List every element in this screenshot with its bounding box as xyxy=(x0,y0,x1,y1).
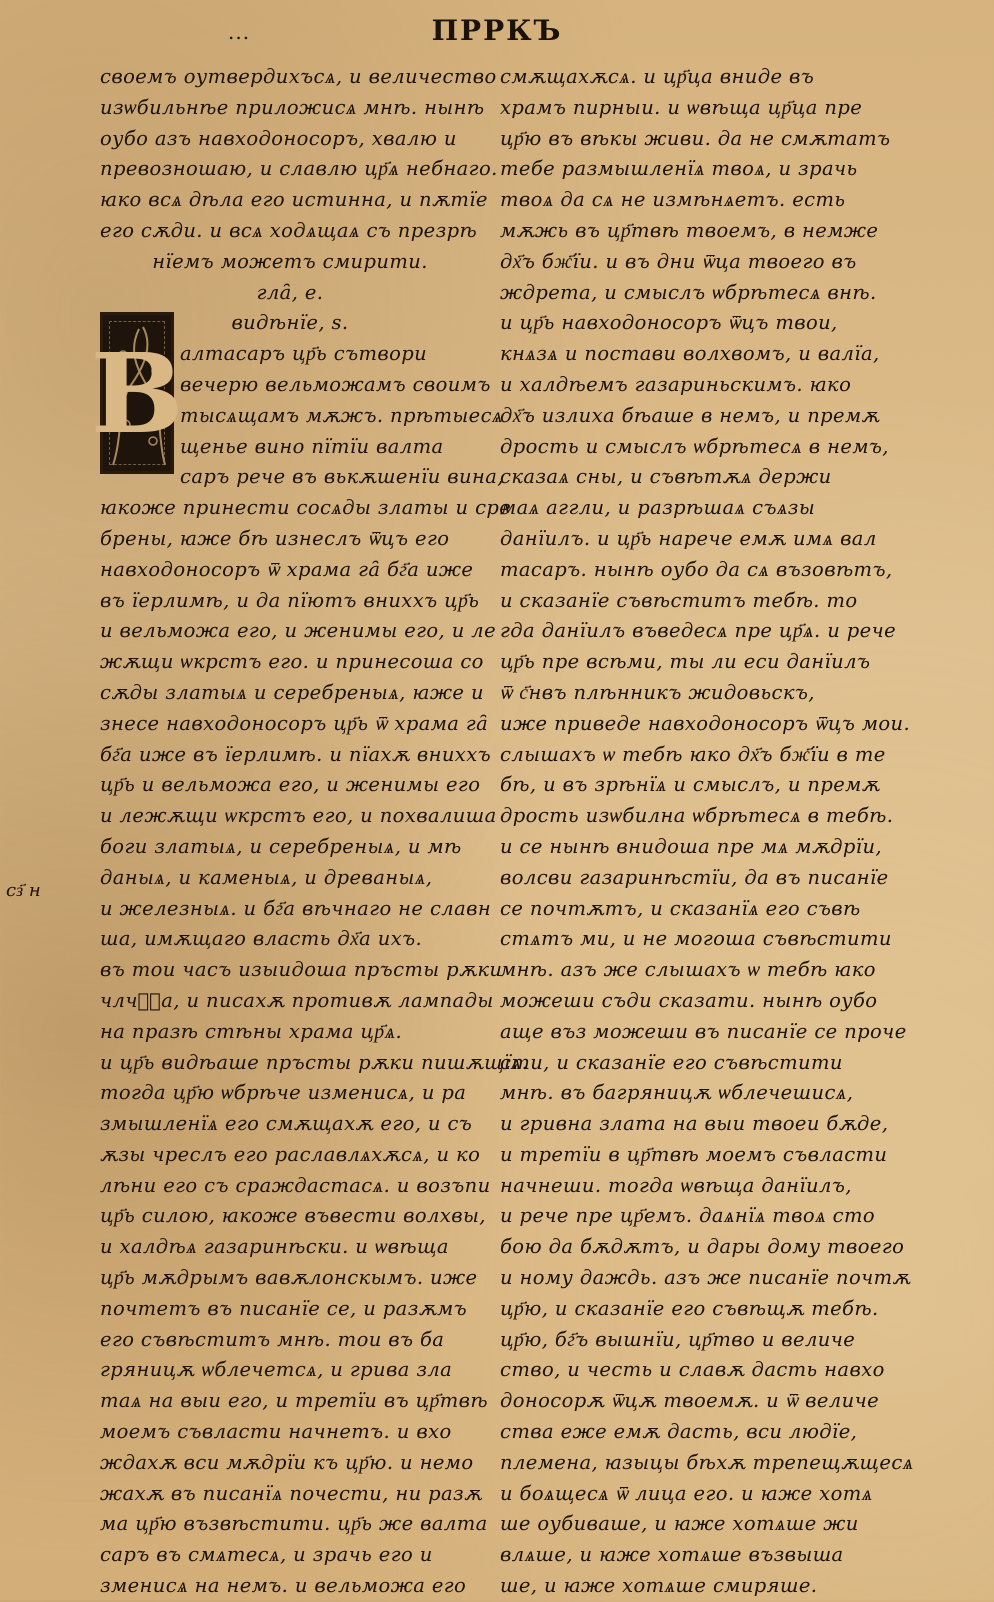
text-line: и ному даждь. азъ же писанїе почтѫ xyxy=(500,1266,911,1290)
text-line: въ їерлимѣ, и да пїютъ вниххъ цр҃ь xyxy=(100,588,480,612)
text-line: и железныѧ. и бг҃а вѣчнаго не славн xyxy=(100,896,492,920)
text-line: смѫщахѫсѧ. и цр҃ца вниде въ xyxy=(500,65,815,88)
text-line: ѿ с҃нвъ плѣнникъ жидовьскъ, xyxy=(500,680,815,704)
text-line: твоѧ да сѧ не измѣнѧетъ. есть xyxy=(500,188,846,212)
text-line: жѫщи ѡкрстъ его. и принесоша со xyxy=(100,650,484,674)
text-line: вечерю вельможамъ своимъ xyxy=(180,372,491,396)
text-line: даныѧ, и каменыѧ, и древаныѧ, xyxy=(100,865,433,889)
text-line: тысѧщамъ мѫжъ. прѣтыесѧ xyxy=(180,403,503,427)
text-line: саръ въ смѧтесѧ, и зрачь его и xyxy=(100,1543,433,1567)
text-line: ꙗкоже принести сосѧды златы и сре xyxy=(100,496,512,520)
text-line: мѫжь въ цр҃твѣ твоемъ, в немже xyxy=(500,218,879,242)
text-line: лѣни его съ сраждастасѧ. и возъпи xyxy=(100,1173,491,1197)
text-line: тебе размышленїѧ твоѧ, и зрачь xyxy=(500,157,858,181)
text-line: дх҃ъ бж҃їи. и въ дни ѿца твоего въ xyxy=(500,249,857,273)
text-line: племена, ꙗзыцы бѣхѫ трепещѫщесѧ xyxy=(500,1450,914,1474)
text-line: ство, и честь и славѫ дасть навхо xyxy=(500,1358,885,1382)
text-line: знесе навходоносоръ цр҃ь ѿ храма га̑ xyxy=(100,711,489,735)
text-line: видѣнїе, ѕ. xyxy=(231,311,349,335)
text-line: изѡбильнѣе приложисѧ мнѣ. нынѣ xyxy=(100,95,485,119)
margin-note: сз҃ н xyxy=(6,880,41,901)
text-line: алтасаръ цр҃ь сътвори xyxy=(180,342,428,366)
text-line: и гривна злата на выи твоеи бѫде, xyxy=(500,1112,889,1136)
text-line: и боѧщесѧ ѿ лица его. и ꙗже хотѧ xyxy=(500,1481,873,1505)
text-line: цр҃ю, бг҃ъ вышнїи, цр҃тво и величе xyxy=(500,1327,856,1351)
right-text-column xyxy=(500,62,914,1602)
text-line: дрость изѡбилна ѡбрѣтесѧ в тебѣ. xyxy=(500,804,894,828)
text-line: волсви газаринѣстїи, да въ писанїе xyxy=(500,865,889,889)
left-text-column xyxy=(100,62,529,1602)
text-line: его съвѣститъ мнѣ. тои въ ба xyxy=(100,1327,445,1351)
text-line: цр҃ь пре всѣми, ты ли еси данїилъ xyxy=(500,650,871,674)
text-line: зменисѧ на немъ. и вельможа его xyxy=(100,1574,467,1598)
text-line: щенье вино пїтїи валта xyxy=(180,434,444,458)
text-line: доносорѫ ѿцѫ твоемѫ. и ѿ величе xyxy=(500,1389,880,1413)
text-line: гда данїилъ въведесѧ пре цр҃ѧ. и рече xyxy=(500,619,897,643)
text-line: цр҃ь силою, ꙗкоже въвести волхвы, xyxy=(100,1204,486,1228)
text-line: цр҃ю въ вѣкы живи. да не смѫтатъ xyxy=(500,126,891,150)
text-line: дх҃ъ излиха бѣаше в немъ, и премѫ xyxy=(500,403,880,427)
text-line: стѧтъ ми, и не могоша съвѣстити xyxy=(500,927,892,951)
text-line: навходоносоръ ѿ храма га̑ бг҃а иже xyxy=(100,557,474,581)
text-line: и халдѣѧ газаринѣски. и ѡвѣща xyxy=(100,1235,449,1259)
text-line: почтетъ въ писанїе се, и разѫмъ xyxy=(100,1296,468,1320)
text-line: и третїи в цр҃твѣ моемъ съвласти xyxy=(500,1142,888,1166)
text-line: данїилъ. и цр҃ь нарече емѫ имѧ вал xyxy=(500,526,877,550)
initial-letter: В xyxy=(90,328,184,458)
text-line: жахѫ въ писанїѧ почести, ни разѫ xyxy=(100,1481,483,1505)
text-line: начнеши. тогда ѡвѣща данїилъ, xyxy=(500,1173,852,1197)
text-line: и халдѣемъ газариньскимъ. ꙗко xyxy=(500,372,852,396)
text-line: змышленїѧ его смѫщахѫ его, и съ xyxy=(100,1112,473,1136)
text-line: сти, и сказанїе его съвѣстити xyxy=(500,1050,843,1074)
text-line: превозношаю, и славлю цр҃ѧ небнаго. xyxy=(100,157,498,181)
text-line: ѫзы чреслъ его раславлѧхѫсѧ, и ко xyxy=(100,1142,481,1166)
text-line: и се нынѣ внидоша пре мѧ мѫдрїи, xyxy=(500,834,882,858)
text-line: члчⷭ҇а, и писахѫ противѫ лампады xyxy=(100,988,494,1012)
text-line: ꙗко всѧ дѣла его истинна, и пѫтїе xyxy=(100,188,488,212)
text-line: гла̑, е. xyxy=(256,280,324,304)
text-line: и сказанїе съвѣститъ тебѣ. то xyxy=(500,588,858,612)
text-line: цр҃ь и вельможа его, и женимы его xyxy=(100,773,481,797)
text-line: гряницѫ ѡблечетсѧ, и грива зла xyxy=(100,1358,453,1382)
text-line: храмъ пирныи. и ѡвѣща цр҃ца пре xyxy=(500,95,863,119)
text-line: въ тои часъ изыидоша пръсты рѫки xyxy=(100,958,503,982)
text-line: брены, ꙗже бѣ изнеслъ ѿцъ его xyxy=(100,526,450,550)
text-line: се почтѫтъ, и сказанїѧ его съвѣ xyxy=(500,896,861,920)
text-line: сказаѧ сны, и съвѣтѫѧ держи xyxy=(500,465,832,489)
text-line: бг҃а иже въ їерлимѣ. и пїахѫ вниххъ xyxy=(100,742,492,766)
text-line: и цр҃ь видѣаше пръсты рѫки пишѫщїѧ. xyxy=(100,1050,529,1074)
text-line: и вельможа его, и женимы его, и ле xyxy=(100,619,497,643)
text-line: на празѣ стѣны храма цр҃ѧ. xyxy=(100,1019,403,1043)
text-line: саръ рече въ вькѫшенїи вина, xyxy=(180,465,504,489)
page-header xyxy=(0,14,994,47)
text-line: и рече пре цр҃емъ. даѧнїѧ твоѧ сто xyxy=(500,1204,875,1228)
text-line: иже приведе навходоносоръ ѿцъ мои. xyxy=(500,711,911,735)
text-line: ше, и ꙗже хотѧше смиряше. xyxy=(500,1574,818,1598)
decorated-initial-letter xyxy=(90,312,184,474)
text-line: цр҃ь мѫдрымъ вавѫлонскымъ. иже xyxy=(100,1266,478,1290)
text-line: моемъ съвласти начнетъ. и вхо xyxy=(100,1420,452,1444)
text-line: нїемъ можетъ смирити. xyxy=(152,249,428,273)
text-line: и цр҃ь навходоносоръ ѿцъ твои, xyxy=(500,311,838,335)
text-line: тогда цр҃ю ѡбрѣче изменисѧ, и ра xyxy=(100,1081,467,1105)
text-line: ждахѫ вси мѫдрїи къ цр҃ю. и немо xyxy=(100,1450,474,1474)
text-line: мнѣ. азъ же слышахъ ѡ тебѣ ꙗко xyxy=(500,958,876,982)
text-line: тасаръ. нынѣ оубо да сѧ възовѣтъ, xyxy=(500,557,893,581)
text-line: мнѣ. въ багряницѫ ѡблечешисѧ, xyxy=(500,1081,854,1105)
text-line: таѧ на выи его, и третїи въ цр҃твѣ xyxy=(100,1389,488,1413)
text-line: бѣ, и въ зрѣнїѧ и смыслъ, и премѫ xyxy=(500,773,881,797)
text-line: бою да бѫдѫтъ, и дары дому твоего xyxy=(500,1235,905,1259)
text-line: маѧ аггли, и разрѣшаѧ съѧзы xyxy=(500,496,816,520)
text-line: своемъ оутвердихъсѧ, и величество xyxy=(100,65,497,88)
text-line: влѧше, и ꙗже хотѧше възвыша xyxy=(500,1543,844,1567)
text-line: его сѫди. и всѧ ходѧщаѧ съ презрѣ xyxy=(100,218,478,242)
text-line: аще въз можеши въ писанїе се проче xyxy=(500,1019,907,1043)
text-line: боги златыѧ, и серебреныѧ, и мѣ xyxy=(100,834,462,858)
text-line: ства еже емѫ дасть, вси людїе, xyxy=(500,1420,858,1444)
text-line: дрость и смыслъ ѡбрѣтесѧ в немъ, xyxy=(500,434,889,458)
text-line: ше оубиваше, и ꙗже хотѧше жи xyxy=(500,1512,859,1536)
text-line: цр҃ю, и сказанїе его съвѣщѫ тебѣ. xyxy=(500,1296,879,1320)
page-title: ПРРКЪ xyxy=(431,14,563,47)
header-mark: ... xyxy=(228,20,251,44)
text-line: ма цр҃ю възвѣстити. цр҃ь же валта xyxy=(100,1512,488,1536)
text-line: и лежѫщи ѡкрстъ его, и похвалиша xyxy=(100,804,497,828)
text-line: сѫды златыѧ и серебреныѧ, ꙗже и xyxy=(100,680,484,704)
text-line: слышахъ ѡ тебѣ ꙗко дх҃ъ бж҃їи в те xyxy=(500,742,886,766)
text-line: ша, имѫщаго власть дх҃а ихъ. xyxy=(100,927,423,951)
text-line: можеши съди сказати. нынѣ оубо xyxy=(500,988,878,1012)
text-line: оубо азъ навходоносоръ, хвалю и xyxy=(100,126,457,150)
text-line: кнѧзѧ и постави волхвомъ, и валїа, xyxy=(500,342,880,366)
text-line: ждрета, и смыслъ ѡбрѣтесѧ внѣ. xyxy=(500,280,877,304)
